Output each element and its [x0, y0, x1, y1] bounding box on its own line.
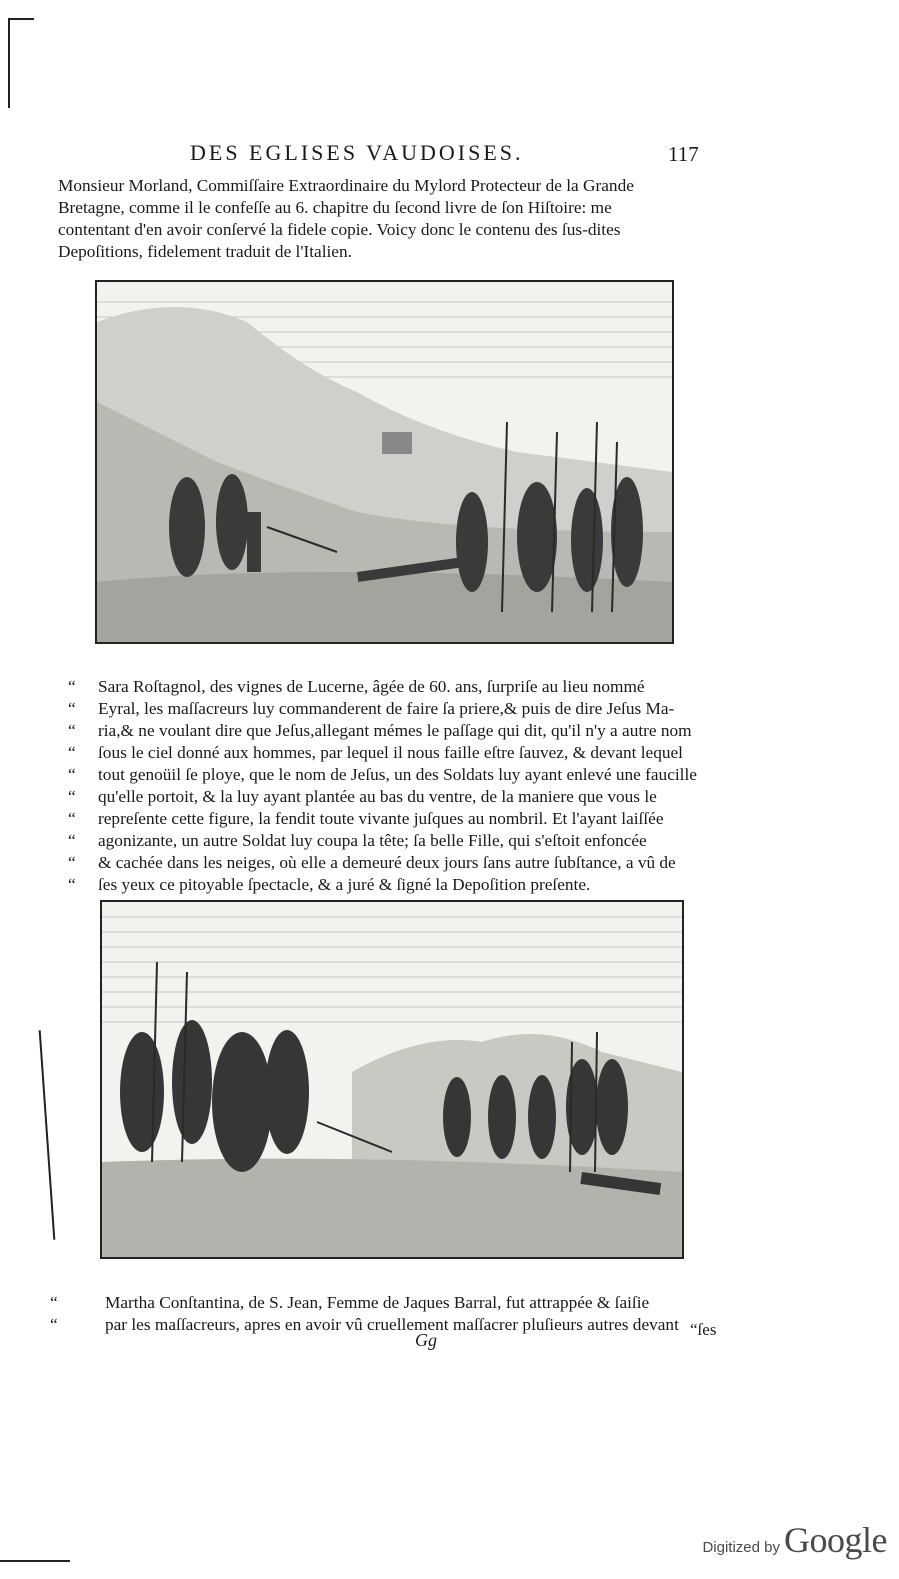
engraving-bottom-illustration	[102, 902, 682, 1257]
line-text: qu'elle portoit, & la luy ayant plantée au bas du ventre, de la maniere que vous le	[98, 787, 657, 806]
digitization-watermark	[702, 1519, 887, 1561]
text-line: Bretagne, comme il le confeſſe au 6. chapitre du ſecond livre de ſon Hiſtoire: me	[58, 198, 612, 217]
quote-mark: “	[68, 875, 76, 894]
text-line	[68, 808, 697, 830]
quote-mark: “	[68, 787, 76, 806]
line-text: ſes yeux ce pitoyable ſpectacle, & a juré & ſigné la Depoſition preſente.	[98, 875, 591, 894]
line-text: ſous le ciel donné aux hommes, par lequel il nous faille eſtre ſauvez, & devant lequel	[98, 743, 683, 762]
text-line	[68, 698, 697, 720]
text-line	[50, 1314, 679, 1336]
text-line	[68, 720, 697, 742]
engraving-top-illustration	[97, 282, 672, 642]
quote-mark: “	[68, 765, 76, 784]
caption-paragraph	[50, 1292, 679, 1336]
text-line: contentant d'en avoir conſervé la fidele copie. Voicy donc le contenu des ſus-dites	[58, 220, 621, 239]
text-line	[68, 764, 697, 786]
line-text: Martha Conſtantina, de S. Jean, Femme de Jaques Barral, fut attrappée & ſaiſie	[105, 1293, 650, 1312]
watermark-prefix: Digitized by	[702, 1539, 781, 1556]
engraving-top	[95, 280, 674, 644]
deposition-paragraph	[68, 676, 697, 896]
text-line	[68, 786, 697, 808]
text-line	[68, 830, 697, 852]
quote-mark: “	[50, 1315, 58, 1334]
text-line: Depoſitions, fidelement traduit de l'Italien.	[58, 242, 352, 261]
text-line	[68, 676, 697, 698]
page-number: 117	[668, 142, 699, 166]
engraving-bottom	[100, 900, 684, 1259]
google-logo: Google	[784, 1520, 887, 1560]
quote-mark: “	[68, 699, 76, 718]
bottom-rule	[0, 1560, 70, 1562]
quote-mark: “	[50, 1293, 58, 1312]
line-text: par les maſſacreurs, apres en avoir vû cruellement maſſacrer pluſieurs autres devant	[105, 1315, 679, 1334]
line-text: agonizante, un autre Soldat luy coupa la tête; ſa belle Fille, qui s'eſtoit enfoncée	[98, 831, 647, 850]
quote-mark: “	[68, 809, 76, 828]
margin-rule	[8, 18, 10, 108]
line-text: repreſente cette figure, la fendit toute vivante juſques au nombril. Et l'ayant laiſſée	[98, 809, 664, 828]
text-line: Monsieur Morland, Commiſſaire Extraordinaire du Mylord Protecteur de la Grande	[58, 176, 634, 195]
text-line	[68, 874, 697, 896]
text-line	[68, 742, 697, 764]
text-line	[68, 852, 697, 874]
catchword: “ſes	[690, 1320, 717, 1339]
intro-paragraph	[58, 175, 634, 263]
quote-mark: “	[68, 677, 76, 696]
margin-rule	[8, 18, 34, 20]
running-header: DES EGLISES VAUDOISES.	[190, 140, 524, 165]
quote-mark: “	[68, 831, 76, 850]
margin-rule	[39, 1030, 56, 1240]
quote-mark: “	[68, 853, 76, 872]
line-text: ria,& ne voulant dire que Jeſus,allegant mémes le paſſage qui dit, qu'il n'y a autre nom	[98, 721, 692, 740]
quote-mark: “	[68, 743, 76, 762]
line-text: Eyral, les maſſacreurs luy commanderent de faire ſa priere,& puis de dire Jeſus Ma-	[98, 699, 675, 718]
text-line	[50, 1292, 679, 1314]
line-text: tout genoüil ſe ploye, que le nom de Jeſus, un des Soldats luy ayant enlevé une faucille	[98, 765, 697, 784]
quote-mark: “	[68, 721, 76, 740]
signature-mark: Gg	[415, 1330, 437, 1350]
line-text: & cachée dans les neiges, où elle a demeuré deux jours ſans autre ſubſtance, a vû de	[98, 853, 676, 872]
line-text: Sara Roſtagnol, des vignes de Lucerne, âgée de 60. ans, ſurpriſe au lieu nommé	[98, 677, 645, 696]
